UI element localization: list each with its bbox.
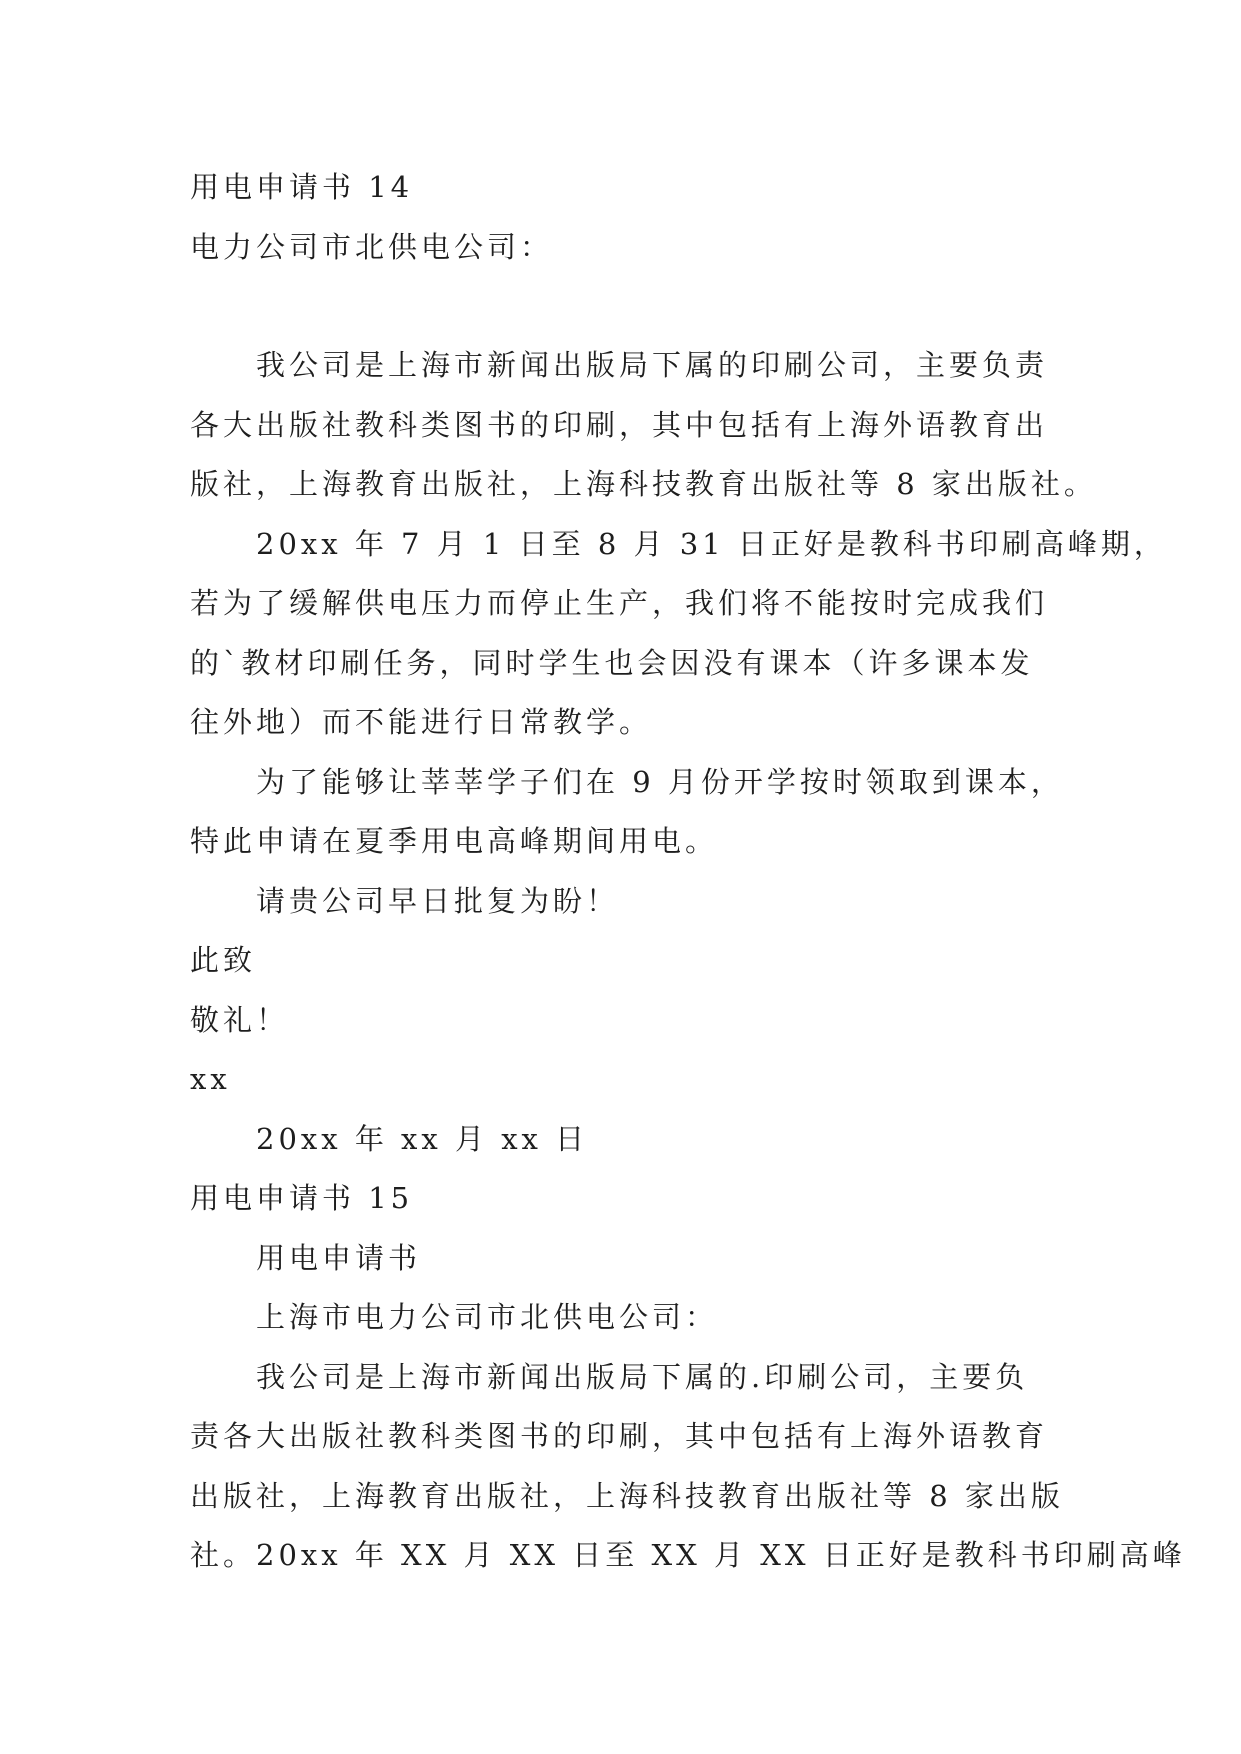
section-heading-14: 用电申请书 14 (190, 170, 414, 204)
text-line: 若为了缓解供电压力而停止生产，我们将不能按时完成我们 (190, 586, 1049, 620)
paragraph-5 (190, 1348, 1186, 1586)
closing-salutation: 此致 (190, 943, 257, 977)
text-line: 为了能够让莘莘学子们在 9 月份开学按时领取到课本， (256, 764, 1064, 799)
document-page (190, 158, 1186, 1586)
paragraph-4: 请贵公司早日批复为盼！ (256, 883, 620, 918)
text-line: 我公司是上海市新闻出版局下属的.印刷公司，主要负 (256, 1359, 1029, 1394)
text-line: 各大出版社教科类图书的印刷，其中包括有上海外语教育出 (190, 407, 1049, 442)
addressee-15: 上海市电力公司市北供电公司： (256, 1300, 719, 1334)
text-line: 特此申请在夏季用电高峰期间用电。 (190, 824, 719, 858)
text-line: 我公司是上海市新闻出版局下属的印刷公司，主要负责 (256, 348, 1049, 382)
section-heading-15: 用电申请书 15 (190, 1181, 414, 1215)
text-line: 往外地）而不能进行日常教学。 (190, 705, 653, 739)
text-line: 出版社，上海教育出版社，上海科技教育出版社等 8 家出版 (190, 1478, 1064, 1513)
paragraph-3 (190, 753, 1064, 872)
date-line: 20xx 年 xx 月 xx 日 (256, 1121, 589, 1156)
text-line: 社。20xx 年 XX 月 XX 日至 XX 月 XX 日正好是教科书印刷高峰 (190, 1538, 1186, 1572)
paragraph-2 (190, 515, 1167, 753)
text-line: 的`教材印刷任务，同时学生也会因没有课本（许多课本发 (190, 645, 1034, 680)
blank-line (190, 277, 1050, 336)
paragraph-1 (190, 336, 1097, 515)
closing-regards: 敬礼！ (190, 1002, 290, 1037)
text-line: 责各大出版社教科类图书的印刷，其中包括有上海外语教育 (190, 1419, 1049, 1453)
signature: xx (190, 1062, 231, 1096)
subtitle-15: 用电申请书 (256, 1240, 422, 1275)
addressee-14: 电力公司市北供电公司： (190, 229, 554, 264)
text-line: 版社，上海教育出版社，上海科技教育出版社等 8 家出版社。 (190, 467, 1097, 501)
text-line: 20xx 年 7 月 1 日至 8 月 31 日正好是教科书印刷高峰期， (256, 526, 1167, 561)
